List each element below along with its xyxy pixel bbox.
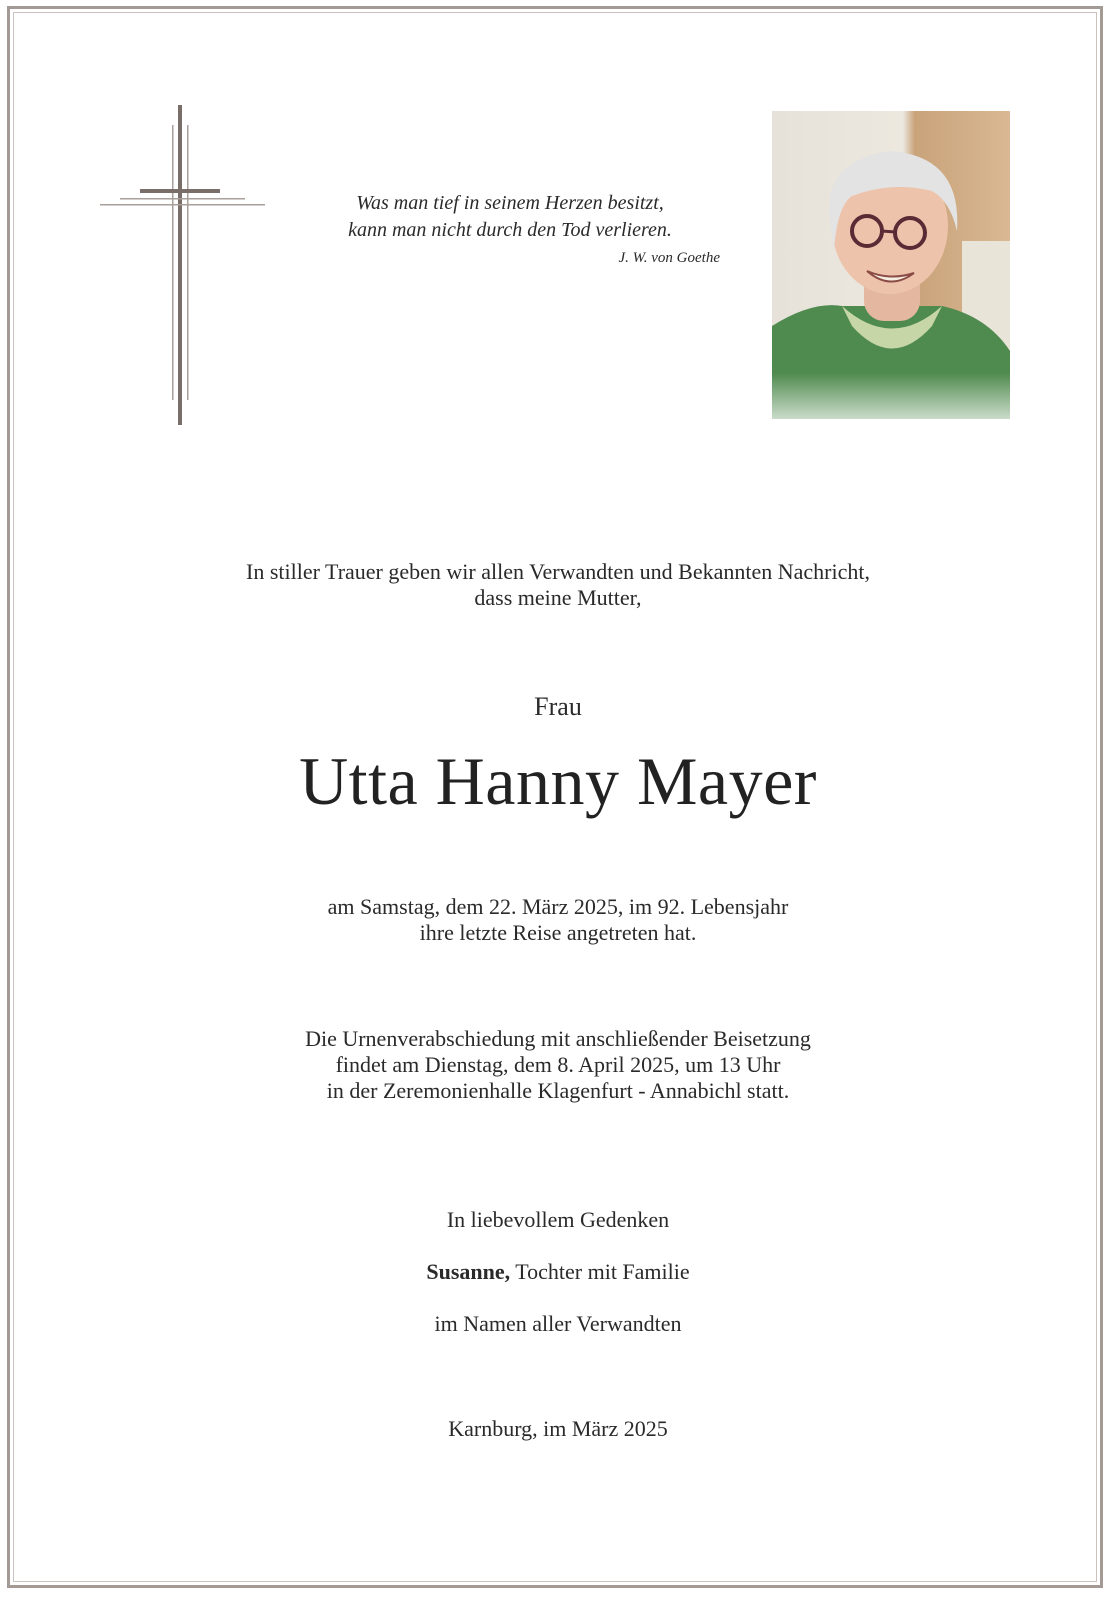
intro-line: In stiller Trauer geben wir allen Verwandten und Bekannten Nachricht, — [246, 559, 870, 584]
death-line: am Samstag, dem 22. März 2025, im 92. Lebensjahr — [327, 894, 789, 919]
memory-text: In liebevollem Gedenken — [446, 1207, 670, 1232]
intro-text — [0, 559, 1116, 611]
intro-line: dass meine Mutter, — [474, 585, 642, 610]
death-line: ihre letzte Reise angetreten hat. — [419, 920, 697, 945]
death-notice — [0, 894, 1116, 946]
funeral-line: findet am Dienstag, dem 8. April 2025, um 13 Uhr — [335, 1052, 781, 1077]
family-name: Susanne, — [426, 1259, 511, 1284]
quote-author: J. W. von Goethe — [618, 250, 720, 266]
funeral-details — [0, 1026, 1116, 1104]
funeral-line: Die Urnenverabschiedung mit anschließender Beisetzung — [305, 1026, 811, 1051]
quote-line: Was man tief in seinem Herzen besitzt, — [356, 192, 664, 214]
portrait-photo — [772, 111, 1010, 419]
salutation: Frau — [534, 692, 582, 721]
cross-icon — [100, 105, 265, 425]
place-date: Karnburg, im März 2025 — [448, 1416, 668, 1441]
quote — [300, 190, 720, 267]
family-signature — [0, 1259, 1116, 1285]
quote-line: kann man nicht durch den Tod verlieren. — [348, 219, 672, 241]
family-relation: Tochter mit Familie — [510, 1259, 690, 1284]
deceased-name: Utta Hanny Mayer — [299, 743, 817, 819]
relatives-text: im Namen aller Verwandten — [434, 1311, 682, 1336]
funeral-line: in der Zeremonienhalle Klagenfurt - Annabichl statt. — [326, 1078, 790, 1103]
